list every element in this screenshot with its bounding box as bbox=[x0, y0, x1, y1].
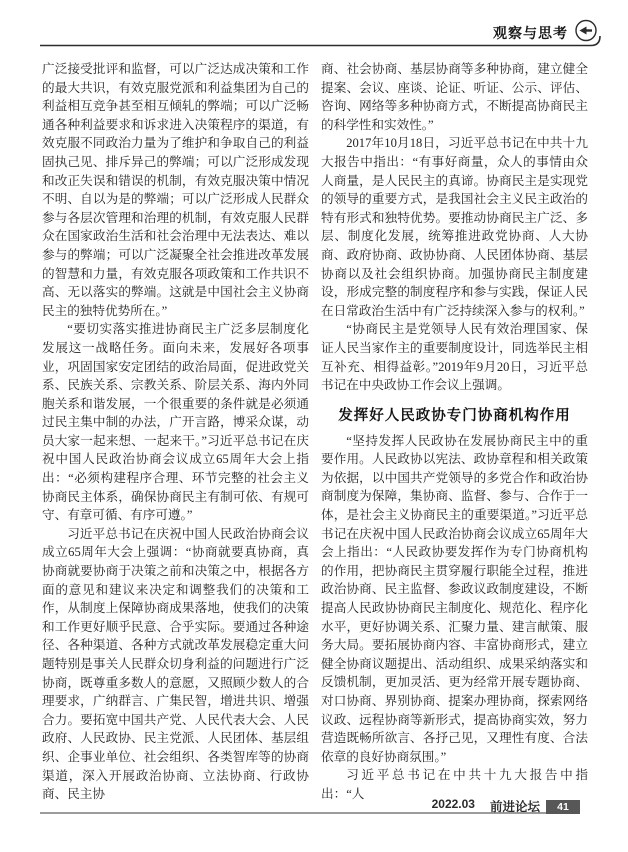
footer-journal-name: 前进论坛 bbox=[489, 800, 540, 814]
section-heading: 发挥好人民政协专门协商机构作用 bbox=[338, 407, 571, 424]
paragraph: 2017年10月18日，习近平总书记在中共十九大报告中指出：“有事好商量，众人的事情由众人商量，是人民民主的真谛。协商民主是实现党的领导的重要方式，是我国社会主义民主政治的特有形式和独特优势。要推动协商民主广泛、多层、制度化发展，统筹推进政党协商、人大协商、政府协商、政协协商、人民团体协商、基层协商以及社会组织协商。加强协商民主制度建设，形成完整的制度程序和参与实践，保证人民在日常政治生活中有广泛持续深入参与的权利。” bbox=[321, 136, 588, 318]
header-rule bbox=[0, 0, 628, 60]
paragraph: “要切实落实推进协商民主广泛多层制度化发展这一战略任务。面向未来，发展好各项事业，巩固国家安定团结的政治局面，促进政党关系、民族关系、宗教关系、阶层关系、海内外同胞关系和谐发展，一个很重要的条件就是必须通过民主集中制的办法，广开言路，博采众谋，动员大家一起来想、一起来干。”习近平总书记在庆祝中国人民政治协商会议成立65周年大会上指出：“必须构建程序合理、环节完整的社会主义协商民主体系，确保协商民主有制可依、有规可守、有章可循、有序可遵。” bbox=[42, 322, 309, 523]
page-number-badge: 41 bbox=[546, 800, 580, 814]
paragraph: 商、社会协商、基层协商等多种协商，建立健全提案、会议、座谈、论证、听证、公示、评估、咨询、网络等多种协商方式，不断提高协商民主的科学性和实效性。” bbox=[321, 62, 588, 132]
paragraph: 习近平总书记在中共十九大报告中指出：“人 bbox=[321, 768, 588, 801]
section-label: 观察与思考 bbox=[493, 27, 568, 42]
paragraph: “协商民主是党领导人民有效治理国家、保证人民当家作主的重要制度设计，同选举民主相互补充、相得益彰。”2019年9月20日，习近平总书记在中央政协工作会议上强调。 bbox=[321, 322, 588, 393]
circled-left-arrow-icon bbox=[576, 21, 596, 41]
article-right-column bbox=[321, 60, 588, 804]
paragraph: 习近平总书记在庆祝中国人民政治协商会议成立65周年大会上强调：“协商就要真协商，真协商就要协商于决策之前和决策之中，根据各方面的意见和建议来决定和调整我们的决策和工作，从制度上保障协商成果落地，使我们的决策和工作更好顺乎民意、合乎实际。要通过各种途径、各种渠道、各种方式就改革发展稳定重大问题特别是事关人民群众切身利益的问题进行广泛协商，既尊重多数人的意愿，又照顾少数人的合理要求，广纳群言、广集民智，增进共识、增强合力。要拓宽中国共产党、人民代表大会、人民政府、人民政协、民主党派、人民团体、基层组织、企事业单位、社会组织、各类智库等的协商渠道，深入开展政治协商、立法协商、行政协商、民主协 bbox=[42, 526, 309, 802]
footer bbox=[40, 797, 540, 815]
paragraph: 广泛接受批评和监督，可以广泛达成决策和工作的最大共识，有效克服党派和利益集团为自己的利益相互竞争甚至相互倾轧的弊端；可以广泛畅通各种利益要求和诉求进入决策程序的渠道，有效克服不同政治力量为了维护和争取自己的利益固执己见、排斥异己的弊端；可以广泛形成发现和改正失误和错误的机制，有效克服决策中情况不明、自以为是的弊端；可以广泛形成人民群众参与各层次管理和治理的机制，有效克服人民群众在国家政治生活和社会治理中无法表达、难以参与的弊端；可以广泛凝聚全社会推进改革发展的智慧和力量，有效克服各项政策和工作共识不高、无以落实的弊端。这就是中国社会主义协商民主的独特优势所在。” bbox=[42, 62, 309, 318]
paragraph: “坚持发挥人民政协在发展协商民主中的重要作用。人民政协以宪法、政协章程和相关政策为依据，以中国共产党领导的多党合作和政治协商制度为保障，集协商、监督、参与、合作于一体，是社会主义协商民主的重要渠道。”习近平总书记在庆祝中国人民政治协商会议成立65周年大会上指出：“人民政协要发挥作为专门协商机构的作用，把协商民主贯穿履行职能全过程，推进政治协商、民主监督、参政议政制度建设，不断提高人民政协协商民主制度化、规范化、程序化水平，更好协调关系、汇聚力量、建言献策、服务大局。要拓展协商内容、丰富协商形式，建立健全协商议题提出、活动组织、成果采纳落实和反馈机制，更加灵活、更为经常开展专题协商、对口协商、界别协商、提案办理协商，探索网络议政、远程协商等新形式，提高协商实效，努力营造既畅所欲言、各抒己见，又理性有度、合法依章的良好协商氛围。” bbox=[321, 433, 588, 764]
footer-issue: 2022.03 bbox=[431, 797, 475, 811]
article-left-column bbox=[42, 60, 309, 804]
